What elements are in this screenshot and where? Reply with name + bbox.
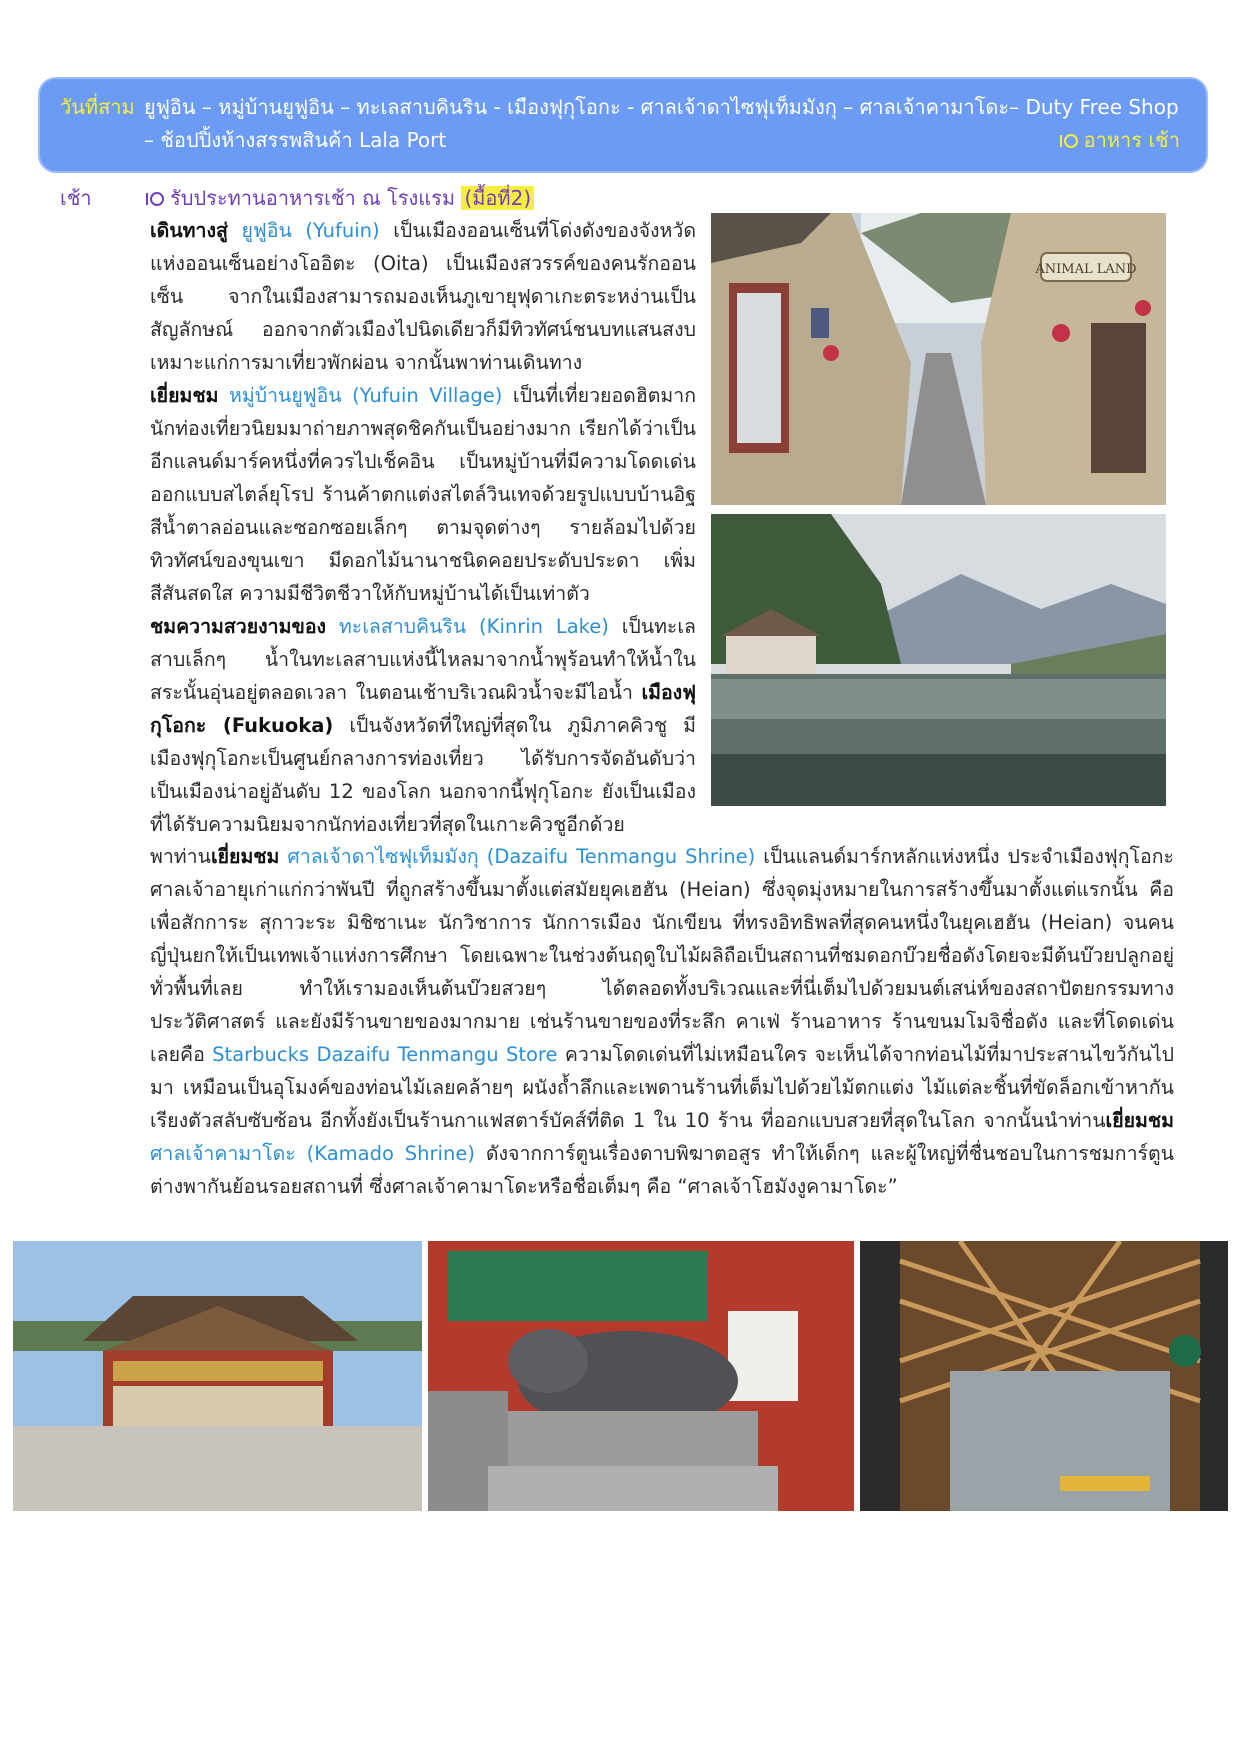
- bold-text: เยี่ยมชม: [210, 845, 280, 868]
- highlight-dazaifu-shrine: ศาลเจ้าดาไซฟุเท็มมังกุ (Dazaifu Tenmangu Shrine): [279, 845, 756, 868]
- body-text: เป็นที่เที่ยวยอดฮิตมาก นักท่องเที่ยวนิยมมาถ่ายภาพสุดชิคกันเป็นอย่างมาก เรียกได้ว่าเป็นอีกแลนด์มาร์คหนึ่งที่ควรไปเช็คอิน เป็นหมู่บ้านที่มีความโดดเด่น ออกแบบสไตล์ยุโรป ร้านค้าตกแต่งสไตล์วินเทจด้วยรูปแบบบ้านอิฐสีน้ำตาลอ่อนและซอกซอยเล็กๆ ตามจุดต่างๆ รายล้อมไปด้วยทิวทัศน์ของขุนเขา มีดอกไม้นานาชนิดคอยประดับประดา เพิ่มสีสันสดใส ความมีชีวิตชีวาให้กับหมู่บ้านได้เป็นเท่าตัว: [150, 384, 696, 605]
- highlight-yufuin: ยูฟูอิน (Yufuin): [241, 219, 380, 242]
- highlight-starbucks: Starbucks Dazaifu Tenmangu Store: [212, 1043, 558, 1066]
- highlight-yufuin-village: หมู่บ้านยูฟูอิน (Yufuin Village): [228, 384, 503, 407]
- photo-starbucks-dazaifu: [860, 1241, 1228, 1511]
- photo-yufuin-village: [711, 213, 1166, 505]
- bold-text: เดินทางสู่: [150, 219, 228, 242]
- bold-text: ชมความสวยงามของ: [150, 615, 327, 638]
- body-text: พาท่าน: [150, 845, 211, 868]
- day-header-banner: [38, 77, 1208, 173]
- breakfast-line: [150, 182, 534, 214]
- bold-text: เยี่ยมชม: [1105, 1109, 1174, 1132]
- breakfast-text: รับประทานอาหารเช้า ณ โรงแรม: [170, 186, 462, 210]
- bold-text: เยี่ยมชม: [150, 384, 219, 407]
- route-line-2: – ช้อปปิ้งห้างสรรพสินค้า Lala Port: [144, 128, 447, 152]
- meal-count-badge: (มื้อที่2): [461, 186, 534, 210]
- bold-text: เมืองฟุกุโอกะ (Fukuoka): [150, 681, 697, 737]
- body-text: เป็นจังหวัดที่ใหญ่ที่สุดใน ภูมิภาคคิวชู มีเมืองฟุกุโอกะเป็นศูนย์กลางการท่องเที่ยว ได้รับการจัดอันดับว่าเป็นเมืองน่าอยู่อันดับ 12 ของโลก นอกจากนี้ฟุกุโอกะ ยังเป็นเมืองที่ได้รับความนิยมจากนักท่องเที่ยวที่สุดในเกาะคิวชูอีกด้วย: [150, 714, 697, 836]
- photo-dazaifu-shrine: [13, 1241, 422, 1511]
- meal-tag: [1064, 124, 1180, 157]
- time-label-morning: เช้า: [60, 186, 92, 210]
- body-text: ดังจากการ์ตูนเรื่องดาบพิฆาตอสูร ทำให้เด็กๆ และผู้ใหญ่ที่ชื่นชอบในการชมการ์ตูนต่างพากันย้อนรอยสถานที่ ซึ่งศาลเจ้าคามาโดะหรือชื่อเต็มๆ คือ “ศาลเจ้าโฮมังงูคามาโดะ”: [150, 1142, 1174, 1198]
- itinerary-paragraph-1: [150, 214, 696, 841]
- highlight-kamado-shrine: ศาลเจ้าคามาโดะ (Kamado Shrine): [150, 1142, 475, 1165]
- route-line-1: ยูฟูอิน – หมู่บ้านยูฟูอิน – ทะเลสาบคินริน - เมืองฟุกุโอกะ - ศาลเจ้าดาไซฟุเท็มมังกุ – ศาลเจ้าคามาโดะ– Duty Free Shop: [144, 95, 1179, 119]
- itinerary-paragraph-2: [150, 840, 1174, 1203]
- highlight-kinrin-lake: ทะเลสาบคินริน (Kinrin Lake): [338, 615, 609, 638]
- meal-tag-text: อาหาร เช้า: [1083, 128, 1180, 152]
- meal-plate-icon: [150, 192, 164, 206]
- sign-animal-land: ANIMAL LAND: [1035, 262, 1137, 277]
- body-text: เป็นแลนด์มาร์กหลักแห่งหนึ่ง ประจำเมืองฟุกุโอกะ ศาลเจ้าอายุเก่าแก่กว่าพันปี ที่ถูกสร้างขึ้นมาตั้งแต่สมัยยุคเฮฮัน (Heian) ซึ่งจุดมุ่งหมายในการสร้างขึ้นมาตั้งแต่แรกนั้น คือเพื่อสักการะ สุกาวะระ มิชิซาเนะ นักวิชาการ นักการเมือง นักเขียน ที่ทรงอิทธิพลที่สุดคนหนึ่งในยุคเฮฮัน (Heian) จนคนญี่ปุ่นยกให้เป็นเทพเจ้าแห่งการศึกษา โดยเฉพาะในช่วงต้นฤดูใบไม้ผลิถือเป็นสถานที่ชมดอกบ๊วยชื่อดังโดยจะมีต้นบ๊วยปลูกอยู่ทั่วพื้นที่เลย ทำให้เรามองเห็นต้นบ๊วยสวยๆ ได้ตลอดทั้งบริเวณและที่นี่เต็มไปด้วยมนต์เสน่ห์ของสถาปัตยกรรมทางประวัติศาสตร์ และยังมีร้านขายของมากมาย เช่นร้านขายของที่ระลึก คาเฟ่ ร้านอาหาร ร้านขนมโมจิชื่อดัง และที่โดดเด่นเลยคือ: [150, 845, 1174, 1066]
- meal-plate-icon: [1064, 134, 1078, 148]
- photo-kinrin-lake: [711, 514, 1166, 806]
- body-text: เป็นเมืองออนเซ็นที่โด่งดังของจังหวัดแห่งออนเซ็นอย่างโออิตะ (Oita) เป็นเมืองสวรรค์ของคนรักออนเซ็น จากในเมืองสามารถมองเห็นภูเขายุฟุดาเกะตระหง่านเป็นสัญลักษณ์ ออกจากตัวเมืองไปนิดเดียวก็มีทิวทัศน์ชนบทแสนสงบเหมาะแก่การมาเที่ยวพักผ่อน จากนั้นพาท่านเดินทาง: [150, 219, 697, 374]
- body-text: ความโดดเด่นที่ไม่เหมือนใคร จะเห็นได้จากท่อนไม้ที่มาประสานไขว้กันไปมา เหมือนเป็นอุโมงค์ของท่อนไม้เลยคล้ายๆ ผนังถ้ำลึกและเพดานร้านที่เต็มไปด้วยไม้ตกแต่ง ไม้แต่ละชิ้นที่ขัดล็อกเข้าหากันเรียงตัวสลับซับซ้อน อีกทั้งยังเป็นร้านกาแฟสตาร์บัคส์ที่ติด 1 ใน 10 ร้าน ที่ออกแบบสวยที่สุดในโลก จากนั้นนำท่าน: [150, 1043, 1175, 1132]
- day-label: วันที่สาม: [60, 95, 135, 119]
- body-text: เป็นทะเลสาบเล็กๆ น้ำในทะเลสาบแห่งนี้ไหลมาจากน้ำพุร้อนทำให้น้ำในสระนั้นอุ่นอยู่ตลอดเวลา ในตอนเช้าบริเวณผิวน้ำจะมีไอน้ำ: [150, 615, 697, 704]
- photo-bull-statue: [428, 1241, 854, 1511]
